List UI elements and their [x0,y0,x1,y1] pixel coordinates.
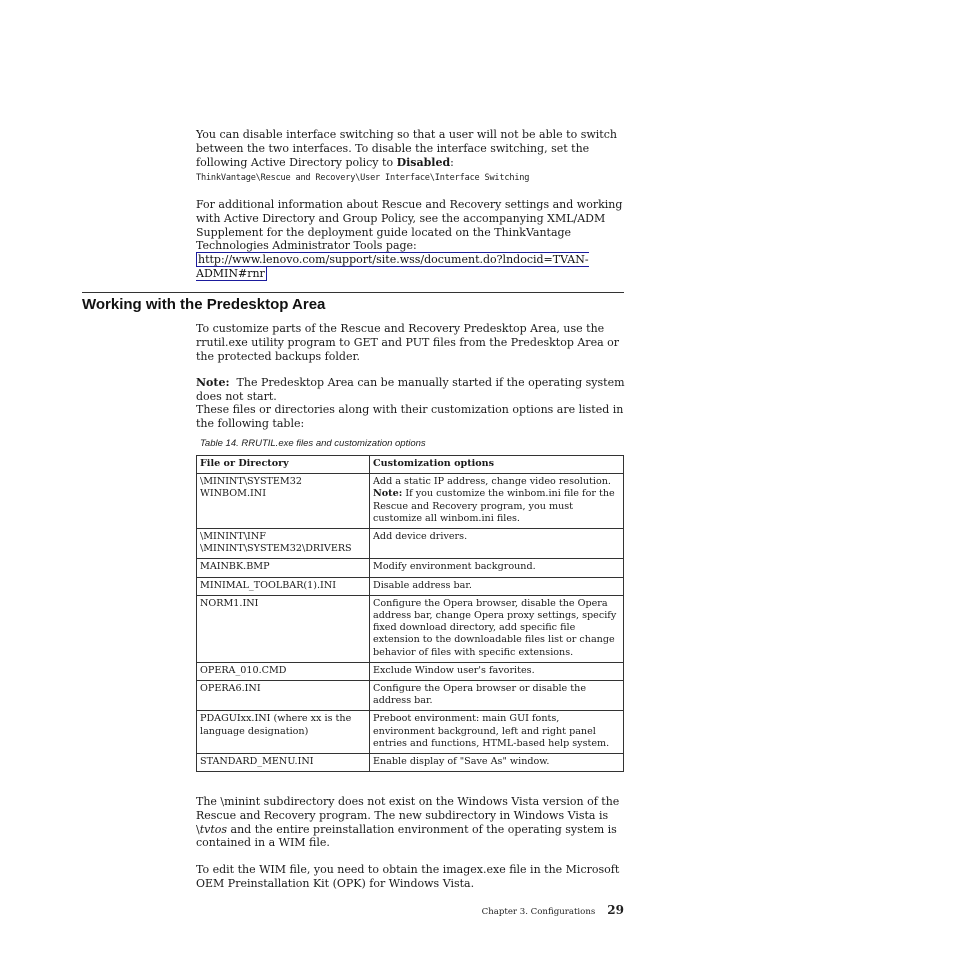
table-row [197,711,624,754]
table-row [197,474,624,529]
file-cell: STANDARD_MENU.INI [197,754,370,772]
note-label: Note: [196,376,230,389]
paragraph-customize: To customize parts of the Rescue and Recovery Predesktop Area, use the rrutil.exe utility program to GET and PUT files from the Predesktop Area or the protected backups folder. [196,322,620,363]
table-row [197,595,624,662]
options-cell: Disable address bar. [370,577,624,595]
table-row [197,754,624,772]
options-cell: Configure the Opera browser or disable the address bar. [370,681,624,711]
rrutil-files-table [196,455,624,772]
file-cell: OPERA_010.CMD [197,662,370,680]
paragraph-vista-note: The \minint subdirectory does not exist on the Windows Vista version of the Rescue and Recovery program. The new subdirectory in Windows Vista is \tvtos and the entire preinstallation environment of the operating system is contained in a WIM file. [196,795,620,850]
table-row [197,662,624,680]
table-row [197,529,624,559]
note-paragraph: Note: The Predesktop Area can be manually started if the operating system does not start. [196,376,625,403]
options-cell: Preboot environment: main GUI fonts, environment background, left and right panel entries and functions, HTML-based help system. [370,711,624,754]
file-cell: MAINBK.BMP [197,559,370,577]
options-cell: Add a static IP address, change video resolution. Note: If you customize the winbom.ini file for the Rescue and Recovery program, you must customize all winbom.ini files. [370,474,624,529]
page-number: 29 [607,903,624,917]
options-cell: Add device drivers. [370,529,624,559]
options-cell: Enable display of "Save As" window. [370,754,624,772]
options-cell: Modify environment background. [370,559,624,577]
tvtos-dir: tvtos [199,822,228,836]
table-row [197,681,624,711]
table-header-row [197,456,624,474]
file-cell: MINIMAL_TOOLBAR(1).INI [197,577,370,595]
paragraph-table-intro: These files or directories along with their customization options are listed in the following table: [196,403,624,430]
paragraph-wim: To edit the WIM file, you need to obtain the imagex.exe file in the Microsoft OEM Preinstallation Kit (OPK) for Windows Vista. [196,863,620,890]
section-divider [82,292,624,293]
file-cell: \MININT\INF \MININT\SYSTEM32\DRIVERS [197,529,370,559]
file-cell: \MININT\SYSTEM32 WINBOM.INI [197,474,370,529]
disabled-keyword: Disabled [396,155,451,169]
options-cell: Exclude Window user's favorites. [370,662,624,680]
chapter-label: Chapter 3. Configurations [481,907,596,917]
section-title: Working with the Predesktop Area [82,296,326,313]
file-cell: PDAGUIxx.INI (where xx is the language designation) [197,711,370,754]
header-file: File or Directory [197,456,370,474]
policy-path: ThinkVantage\Rescue and Recovery\User Interface\Interface Switching [196,173,530,183]
paragraph-interface-switching: You can disable interface switching so that a user will not be able to switch between the two interfaces. To disable the interface switching, set the following Active Directory policy to Disabled: [196,128,617,169]
paragraph-additional-info: For additional information about Rescue and Recovery settings and working with Active Directory and Group Policy, see the accompanying XML/ADM Supplement for the deployment guide located on the ThinkVantage Technologies Administrator Tools page: http://www.lenovo.com/support/site.wss/document.do?lndocid=TVAN-ADMIN#rnr [196,198,623,280]
page-footer [0,903,624,917]
table-row [197,577,624,595]
lenovo-support-link[interactable]: http://www.lenovo.com/support/site.wss/document.do?lndocid=TVAN-ADMIN#rnr [196,253,589,280]
file-cell: OPERA6.INI [197,681,370,711]
options-cell: Configure the Opera browser, disable the Opera address bar, change Opera proxy settings, specify fixed download directory, add specific file extension to the downloadable files list or change behavior of files with specific extensions. [370,595,624,662]
file-cell: NORM1.INI [197,595,370,662]
table-caption: Table 14. RRUTIL.exe files and customization options [200,438,426,449]
header-options: Customization options [370,456,624,474]
table-row [197,559,624,577]
